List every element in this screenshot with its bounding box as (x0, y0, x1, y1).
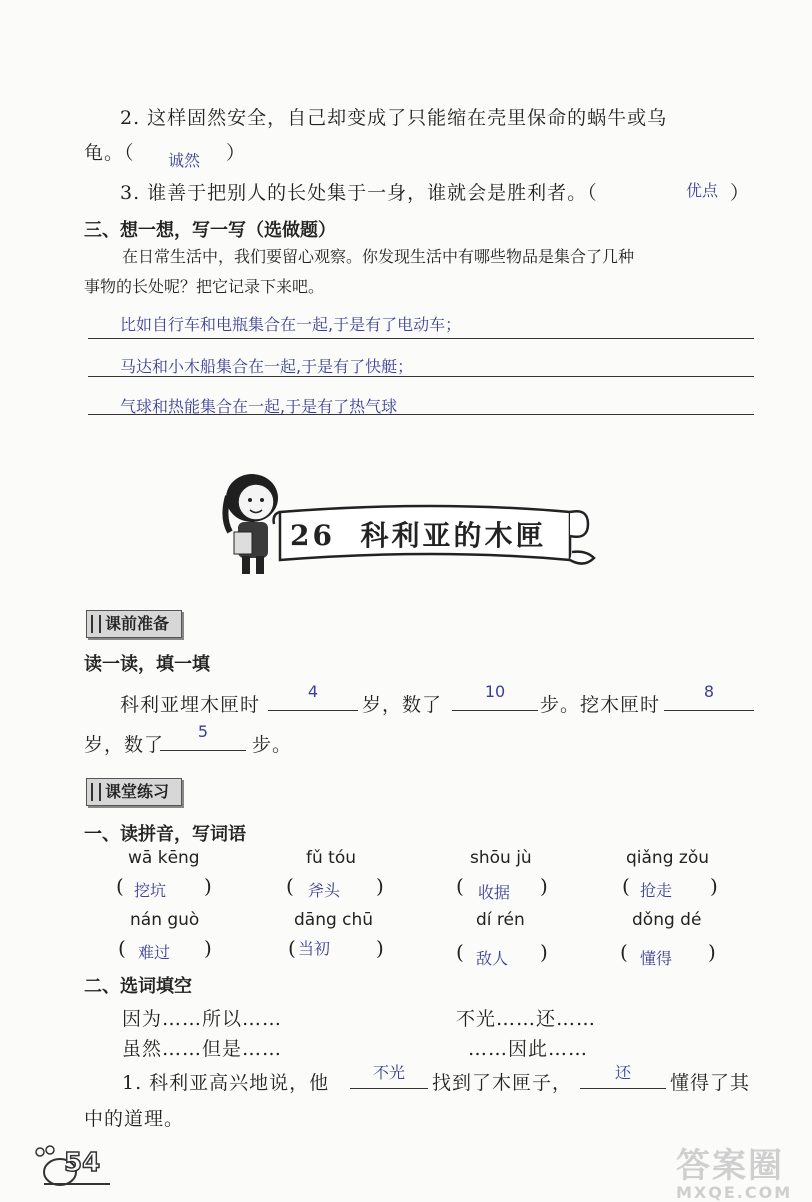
word-2: 斧头 (308, 881, 341, 900)
prep-answer-3: 8 (703, 682, 715, 701)
question-2-line1: 2. 这样固然安全，自己却变成了只能缩在壳里保命的蜗牛或乌 (120, 107, 668, 129)
prep-s3: 步。挖木匣时 (540, 694, 661, 716)
lesson-title (290, 514, 546, 554)
paren-open-6: ( (288, 936, 296, 960)
question-3-answer: 优点 (686, 181, 719, 200)
prep-blank-1 (268, 682, 358, 711)
paren-close-3: ) (540, 874, 548, 898)
pinyin-7: dí rén (476, 910, 525, 930)
pinyin-2: fǔ tóu (306, 848, 357, 868)
watermark (676, 1138, 792, 1202)
paren-close-2: ) (376, 874, 384, 898)
practice-badge: 课堂练习 (86, 778, 182, 806)
pinyin-1: wā kēng (128, 848, 200, 868)
prep-s5: 步。 (252, 734, 293, 756)
fill-q1-part-a: 1. 科利亚高兴地说，他 (122, 1072, 330, 1094)
question-3-line: 3. 谁善于把别人的长处集于一身，谁就会是胜利者。（ (120, 182, 598, 204)
lesson-number: 26 (290, 519, 335, 552)
prep-s4: 岁，数了 (84, 734, 165, 756)
paren-close-7: ) (540, 940, 548, 964)
prep-answer-1: 4 (307, 682, 319, 701)
pinyin-5: nán guò (130, 910, 200, 930)
fill-q1-part-d: 中的道理。 (84, 1108, 185, 1130)
fill-q1-part-c: 懂得了其 (670, 1072, 751, 1094)
prep-answer-2: 10 (484, 682, 506, 701)
prep-answer-4: 5 (197, 722, 209, 741)
lesson-title-text: 科利亚的木匣 (360, 519, 547, 552)
section-3-answer-3: 气球和热能集合在一起,于是有了热气球 (120, 397, 398, 416)
pinyin-6: dāng chū (294, 910, 374, 930)
watermark-url: MXQE.COM (676, 1183, 793, 1202)
section-3-answer-1: 比如自行车和电瓶集合在一起,于是有了电动车； (120, 315, 462, 334)
fill-q1-blank-1 (350, 1063, 428, 1089)
choice-1: 因为……所以…… (122, 1008, 283, 1030)
paren-close-8: ) (708, 940, 716, 964)
paren-open-5: ( (118, 936, 126, 960)
paren-open-4: ( (622, 874, 630, 898)
prep-badge: 课前准备 (86, 610, 182, 638)
page-number-badge (30, 1140, 120, 1190)
question-2-line2: 龟。（ (84, 142, 135, 164)
choice-4: ……因此…… (468, 1038, 589, 1060)
section-3-answer-2: 马达和小木船集合在一起,于是有了快艇； (120, 357, 414, 376)
prep-blank-2 (452, 682, 538, 711)
part2-heading: 二、选词填空 (84, 976, 192, 997)
paren-open-7: ( (456, 940, 464, 964)
answer-line-3 (88, 414, 754, 415)
section-3-heading: 三、想一想，写一写（选做题） (84, 220, 336, 241)
answer-line-2 (88, 376, 754, 377)
part1-heading: 一、读拼音，写词语 (84, 824, 246, 845)
paren-open-8: ( (620, 940, 628, 964)
question-3-close: ） (730, 182, 751, 204)
paren-close-4: ) (710, 874, 718, 898)
page-number: 54 (64, 1148, 101, 1178)
choice-3: 虽然……但是…… (122, 1038, 283, 1060)
prep-subheading: 读一读，填一填 (84, 654, 210, 675)
prep-blank-3 (664, 682, 754, 711)
prep-blank-4 (160, 722, 246, 751)
word-6: 当初 (298, 939, 331, 958)
fill-q1-answer-1: 不光 (372, 1063, 405, 1082)
paren-close-1: ) (204, 874, 212, 898)
question-2-answer: 诚然 (168, 151, 201, 170)
fill-q1-answer-2: 还 (614, 1063, 631, 1082)
word-1: 挖坑 (134, 881, 167, 900)
pinyin-4: qiǎng zǒu (626, 848, 709, 868)
fill-q1-blank-2 (580, 1063, 666, 1089)
paren-close-5: ) (204, 936, 212, 960)
paren-open-2: ( (286, 874, 294, 898)
fill-q1-part-b: 找到了木匣子， (432, 1072, 573, 1094)
question-2-close: ） (226, 142, 247, 164)
paren-open-3: ( (456, 874, 464, 898)
word-7: 敌人 (476, 949, 509, 968)
answer-line-1 (88, 338, 754, 339)
paren-close-6: ) (376, 936, 384, 960)
prep-s1: 科利亚埋木匣时 (120, 694, 261, 716)
choice-2: 不光……还…… (456, 1008, 597, 1030)
section-3-prompt-line1: 在日常生活中，我们要留心观察。你发现生活中有哪些物品是集合了几种 (122, 247, 635, 266)
pinyin-3: shōu jù (470, 848, 532, 868)
prep-s2: 岁，数了 (362, 694, 443, 716)
paren-open-1: ( (116, 874, 124, 898)
section-3-prompt-line2: 事物的长处呢？把它记录下来吧。 (84, 277, 325, 296)
word-8: 懂得 (640, 949, 673, 968)
word-4: 抢走 (640, 881, 673, 900)
pinyin-8: dǒng dé (632, 910, 702, 930)
watermark-text: 答案圈 (676, 1146, 784, 1186)
word-3: 收据 (478, 883, 511, 902)
word-5: 难过 (138, 943, 171, 962)
